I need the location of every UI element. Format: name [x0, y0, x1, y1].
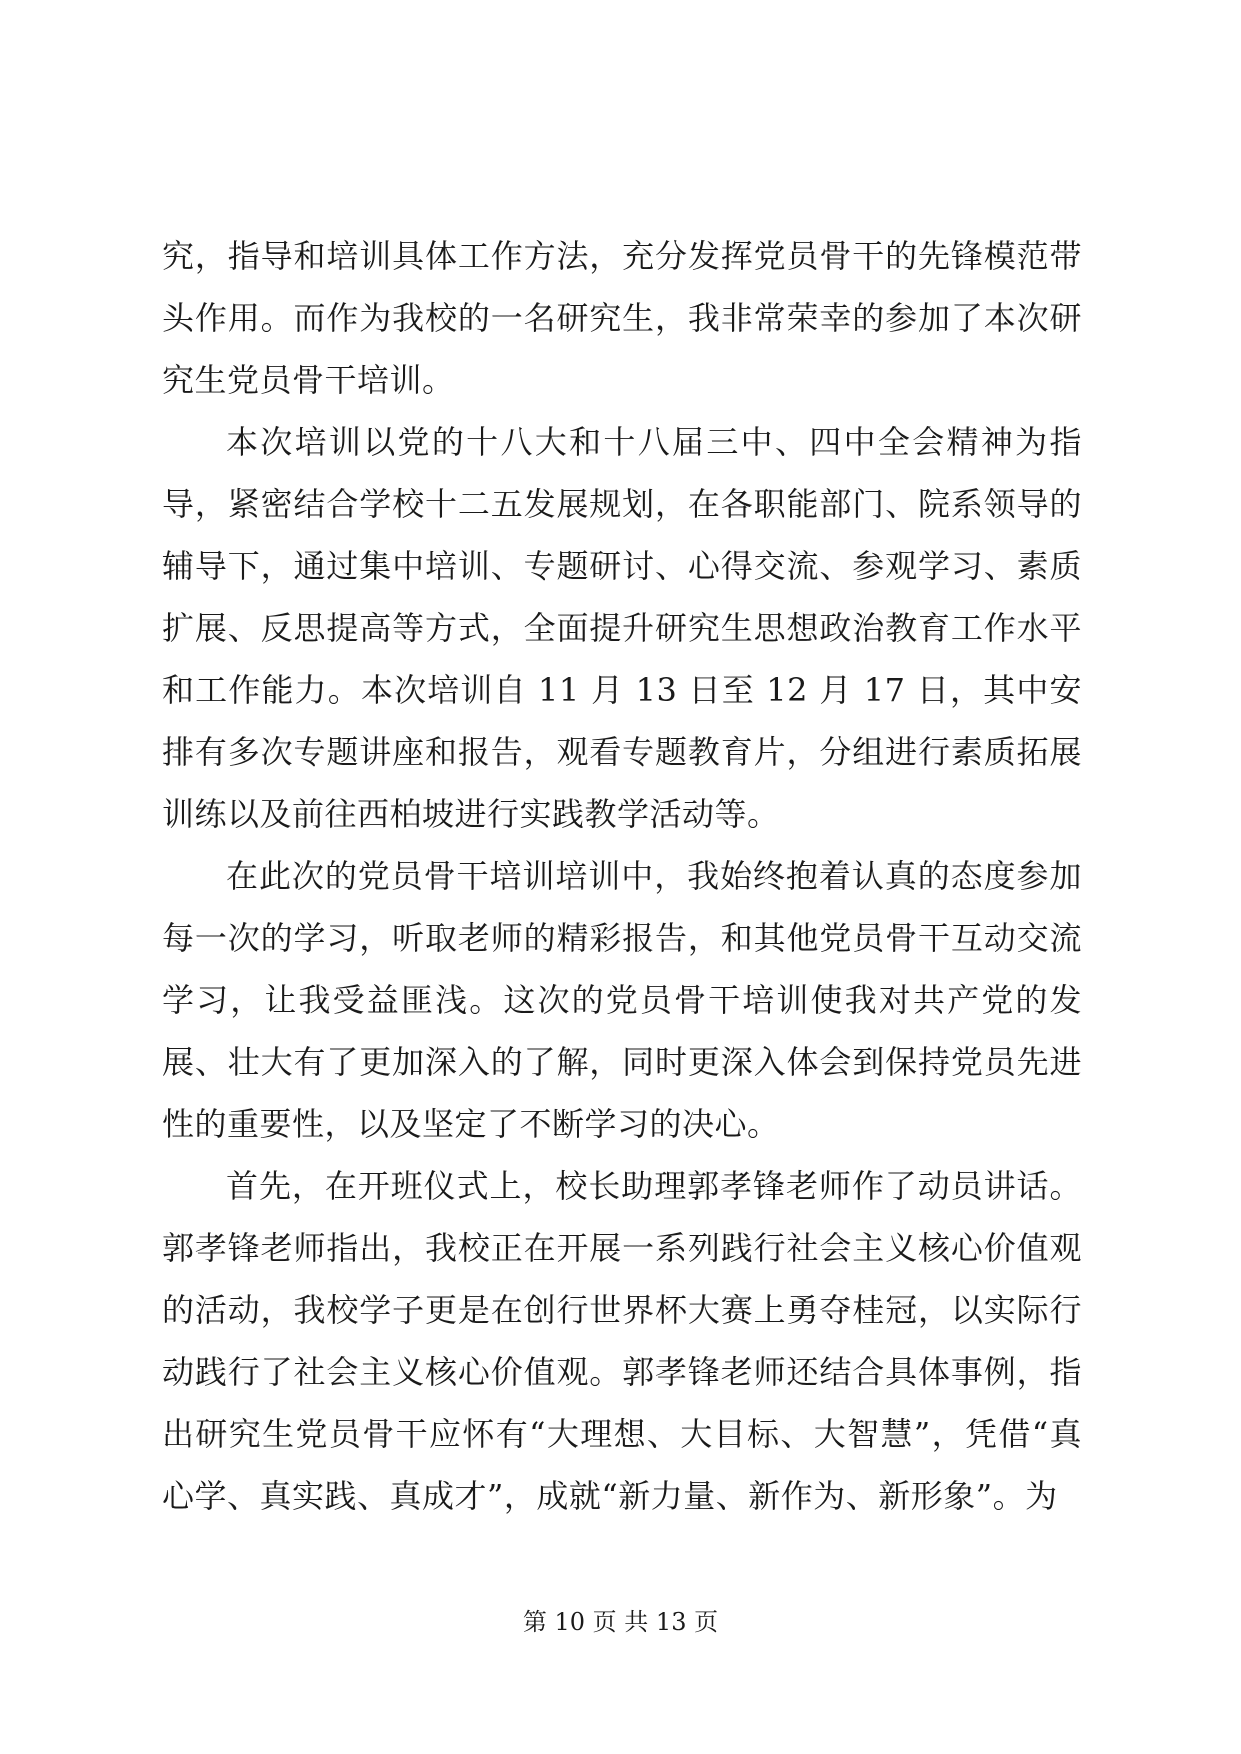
- paragraph: 本次培训以党的十八大和十八届三中、四中全会精神为指导，紧密结合学校十二五发展规划，在各职能部门、院系领导的辅导下，通过集中培训、专题研讨、心得交流、参观学习、素质扩展、反思提高等方式，全面提升研究生思想政治教育工作水平和工作能力。本次培训自 11 月 13 日至 12 月 17 日，其中安排有多次专题讲座和报告，观看专题教育片，分组进行素质拓展训练以及前往西柏坡进行实践教学活动等。: [162, 423, 1082, 833]
- paragraph: 在此次的党员骨干培训培训中，我始终抱着认真的态度参加每一次的学习，听取老师的精彩报告，和其他党员骨干互动交流学习，让我受益匪浅。这次的党员骨干培训使我对共产党的发展、壮大有了更加深入的了解，同时更深入体会到保持党员先进性的重要性，以及坚定了不断学习的决心。: [162, 857, 1082, 1143]
- document-body: [162, 225, 1082, 1527]
- paragraph: 究，指导和培训具体工作方法，充分发挥党员骨干的先锋模范带头作用。而作为我校的一名研究生，我非常荣幸的参加了本次研究生党员骨干培训。: [162, 237, 1082, 399]
- paragraph: 首先，在开班仪式上，校长助理郭孝锋老师作了动员讲话。郭孝锋老师指出，我校正在开展一系列践行社会主义核心价值观的活动，我校学子更是在创行世界杯大赛上勇夺桂冠，以实际行动践行了社会主义核心价值观。郭孝锋老师还结合具体事例，指出研究生党员骨干应怀有“大理想、大目标、大智慧”，凭借“真心学、真实践、真成才”，成就“新力量、新作为、新形象”。为: [162, 1167, 1082, 1515]
- page-footer: 第 10 页 共 13 页: [522, 1608, 719, 1636]
